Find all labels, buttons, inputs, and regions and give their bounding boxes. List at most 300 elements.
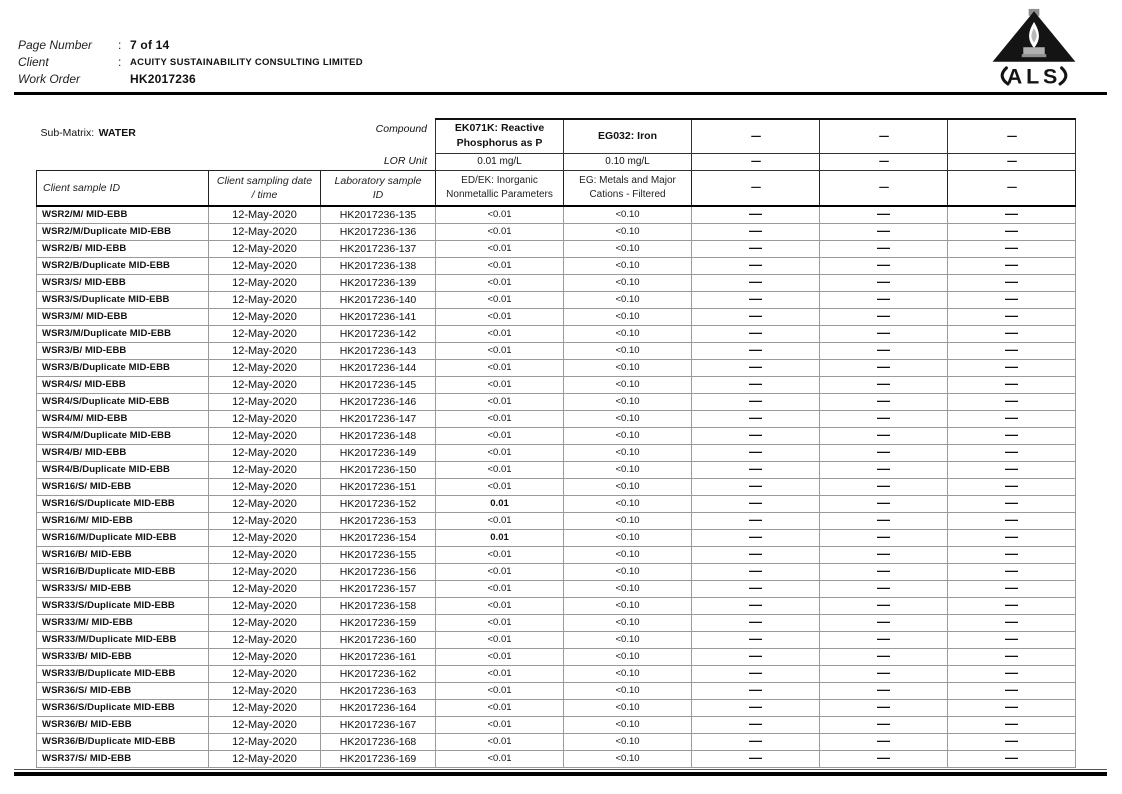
no-result-dash: — bbox=[877, 325, 891, 340]
result-value bbox=[948, 223, 1076, 240]
result-value bbox=[692, 682, 820, 699]
sampling-date: 12-May-2020 bbox=[209, 308, 321, 325]
no-result-dash: — bbox=[1005, 274, 1019, 289]
result-value bbox=[948, 495, 1076, 512]
compound-name-line: Phosphorus as P bbox=[456, 137, 543, 150]
no-result-dash: — bbox=[749, 699, 763, 714]
result-value: <0.10 bbox=[564, 257, 692, 274]
sampling-date: 12-May-2020 bbox=[209, 563, 321, 580]
compound-name-cell bbox=[820, 119, 948, 153]
lab-sample-id: HK2017236-163 bbox=[321, 682, 436, 699]
result-value bbox=[692, 308, 820, 325]
no-result-dash: — bbox=[1005, 376, 1019, 391]
no-result-dash: — bbox=[877, 257, 891, 272]
col-header-client-sample-id bbox=[37, 170, 209, 206]
no-result-dash: — bbox=[877, 308, 891, 323]
no-result-dash: — bbox=[749, 512, 763, 527]
client-sample-id: WSR16/M/ MID-EBB bbox=[37, 512, 209, 529]
no-result-dash: — bbox=[877, 376, 891, 391]
lab-sample-id: HK2017236-136 bbox=[321, 223, 436, 240]
lab-sample-id: HK2017236-150 bbox=[321, 461, 436, 478]
sample-row bbox=[37, 257, 1076, 274]
results-table bbox=[36, 118, 1076, 768]
lab-sample-id: HK2017236-155 bbox=[321, 546, 436, 563]
result-value bbox=[692, 512, 820, 529]
result-value: <0.10 bbox=[564, 631, 692, 648]
no-result-dash: — bbox=[749, 223, 763, 238]
result-value: <0.01 bbox=[436, 580, 564, 597]
no-result-dash: — bbox=[877, 682, 891, 697]
no-result-dash: — bbox=[1005, 342, 1019, 357]
client-sample-id: WSR2/B/ MID-EBB bbox=[37, 240, 209, 257]
method-group-line: ---- bbox=[878, 181, 889, 193]
result-value bbox=[820, 546, 948, 563]
lab-sample-id: HK2017236-153 bbox=[321, 512, 436, 529]
result-value bbox=[692, 716, 820, 733]
sample-row bbox=[37, 444, 1076, 461]
compound-name-cell bbox=[948, 119, 1076, 153]
sample-row bbox=[37, 308, 1076, 325]
no-result-dash: — bbox=[749, 427, 763, 442]
sample-row bbox=[37, 614, 1076, 631]
result-value bbox=[692, 359, 820, 376]
client-sample-id: WSR33/B/Duplicate MID-EBB bbox=[37, 665, 209, 682]
no-result-dash: — bbox=[749, 580, 763, 595]
no-result-dash: — bbox=[749, 750, 763, 765]
result-value bbox=[820, 274, 948, 291]
result-value bbox=[948, 614, 1076, 631]
no-result-dash: — bbox=[749, 410, 763, 425]
lab-sample-id: HK2017236-140 bbox=[321, 291, 436, 308]
sample-row bbox=[37, 699, 1076, 716]
lab-sample-id: HK2017236-139 bbox=[321, 274, 436, 291]
result-value bbox=[948, 648, 1076, 665]
client-sample-id: WSR3/B/ MID-EBB bbox=[37, 342, 209, 359]
result-value bbox=[820, 376, 948, 393]
client-sample-id: WSR36/S/Duplicate MID-EBB bbox=[37, 699, 209, 716]
result-value bbox=[820, 240, 948, 257]
lab-sample-id: HK2017236-152 bbox=[321, 495, 436, 512]
result-value bbox=[948, 461, 1076, 478]
lab-sample-id: HK2017236-159 bbox=[321, 614, 436, 631]
result-value bbox=[692, 427, 820, 444]
result-value bbox=[948, 308, 1076, 325]
result-value bbox=[948, 444, 1076, 461]
no-result-dash: — bbox=[749, 206, 763, 221]
result-value bbox=[948, 512, 1076, 529]
work-order-row bbox=[18, 72, 363, 86]
no-result-dash: — bbox=[877, 478, 891, 493]
client-sample-id: WSR33/M/ MID-EBB bbox=[37, 614, 209, 631]
result-value: <0.10 bbox=[564, 648, 692, 665]
no-result-dash: — bbox=[1005, 410, 1019, 425]
lor-value: ---- bbox=[750, 156, 761, 167]
lor-value-cell bbox=[820, 153, 948, 170]
client-sample-id: WSR3/S/ MID-EBB bbox=[37, 274, 209, 291]
work-order-label: Work Order bbox=[18, 72, 81, 86]
no-result-dash: — bbox=[749, 444, 763, 459]
client-sample-id: WSR16/B/Duplicate MID-EBB bbox=[37, 563, 209, 580]
no-result-dash: — bbox=[877, 529, 891, 544]
sample-row bbox=[37, 529, 1076, 546]
result-value: <0.10 bbox=[564, 427, 692, 444]
lab-sample-id: HK2017236-169 bbox=[321, 750, 436, 767]
result-value bbox=[692, 580, 820, 597]
client-sample-id: WSR4/B/Duplicate MID-EBB bbox=[37, 461, 209, 478]
result-value: <0.10 bbox=[564, 342, 692, 359]
no-result-dash: — bbox=[749, 631, 763, 646]
result-value: <0.01 bbox=[436, 750, 564, 767]
result-value bbox=[820, 733, 948, 750]
compound-row-label: Compound bbox=[375, 123, 428, 135]
method-group-line: ---- bbox=[1006, 181, 1017, 193]
lor-unit-row bbox=[37, 153, 1076, 170]
compound-name-line: EG032: Iron bbox=[598, 129, 657, 142]
sampling-date: 12-May-2020 bbox=[209, 376, 321, 393]
no-result-dash: — bbox=[877, 546, 891, 561]
compound-name-cell bbox=[692, 119, 820, 153]
col-header-text: Client sample ID bbox=[43, 181, 121, 194]
results-body bbox=[37, 206, 1076, 767]
client-sample-id: WSR33/S/Duplicate MID-EBB bbox=[37, 597, 209, 614]
client-sample-id: WSR16/S/ MID-EBB bbox=[37, 478, 209, 495]
result-value: <0.10 bbox=[564, 665, 692, 682]
compound-name-line: ---- bbox=[750, 130, 761, 142]
page-number-label: Page Number bbox=[18, 38, 93, 52]
client-sample-id: WSR3/B/Duplicate MID-EBB bbox=[37, 359, 209, 376]
sampling-date: 12-May-2020 bbox=[209, 546, 321, 563]
sampling-date: 12-May-2020 bbox=[209, 325, 321, 342]
sampling-date: 12-May-2020 bbox=[209, 478, 321, 495]
sampling-date: 12-May-2020 bbox=[209, 495, 321, 512]
sample-row bbox=[37, 546, 1076, 563]
no-result-dash: — bbox=[749, 393, 763, 408]
no-result-dash: — bbox=[877, 342, 891, 357]
result-value bbox=[948, 563, 1076, 580]
no-result-dash: — bbox=[749, 682, 763, 697]
result-value: <0.01 bbox=[436, 682, 564, 699]
col-header-text: Client sampling date bbox=[216, 174, 313, 187]
result-value: <0.01 bbox=[436, 393, 564, 410]
sampling-date: 12-May-2020 bbox=[209, 699, 321, 716]
result-value: <0.01 bbox=[436, 444, 564, 461]
client-sample-id: WSR36/B/Duplicate MID-EBB bbox=[37, 733, 209, 750]
no-result-dash: — bbox=[749, 257, 763, 272]
no-result-dash: — bbox=[877, 614, 891, 629]
no-result-dash: — bbox=[1005, 733, 1019, 748]
client-label: Client bbox=[18, 55, 49, 69]
result-value: <0.01 bbox=[436, 308, 564, 325]
sampling-date: 12-May-2020 bbox=[209, 461, 321, 478]
client-sample-id: WSR3/S/Duplicate MID-EBB bbox=[37, 291, 209, 308]
no-result-dash: — bbox=[749, 325, 763, 340]
result-value: <0.10 bbox=[564, 393, 692, 410]
no-result-dash: — bbox=[1005, 614, 1019, 629]
no-result-dash: — bbox=[749, 665, 763, 680]
lor-value: ---- bbox=[878, 156, 889, 167]
no-result-dash: — bbox=[1005, 223, 1019, 238]
result-value bbox=[820, 631, 948, 648]
col-header-text: ID bbox=[372, 188, 384, 201]
sub-matrix-value: WATER bbox=[98, 127, 136, 139]
lab-sample-id: HK2017236-164 bbox=[321, 699, 436, 716]
sample-row bbox=[37, 240, 1076, 257]
no-result-dash: — bbox=[877, 580, 891, 595]
no-result-dash: — bbox=[1005, 529, 1019, 544]
no-result-dash: — bbox=[749, 342, 763, 357]
sampling-date: 12-May-2020 bbox=[209, 716, 321, 733]
result-value bbox=[692, 478, 820, 495]
result-value bbox=[820, 597, 948, 614]
result-value: <0.10 bbox=[564, 206, 692, 223]
lab-sample-id: HK2017236-161 bbox=[321, 648, 436, 665]
result-value: <0.10 bbox=[564, 410, 692, 427]
result-value: <0.10 bbox=[564, 444, 692, 461]
result-value bbox=[820, 427, 948, 444]
result-value: <0.10 bbox=[564, 495, 692, 512]
footer-divider-thick bbox=[14, 772, 1107, 776]
sampling-date: 12-May-2020 bbox=[209, 427, 321, 444]
sampling-date: 12-May-2020 bbox=[209, 512, 321, 529]
result-value: <0.10 bbox=[564, 750, 692, 767]
col-header-text: / time bbox=[251, 188, 278, 201]
lab-sample-id: HK2017236-146 bbox=[321, 393, 436, 410]
result-value: <0.10 bbox=[564, 682, 692, 699]
result-value bbox=[820, 325, 948, 342]
compound-name-cell bbox=[436, 119, 564, 153]
no-result-dash: — bbox=[877, 563, 891, 578]
result-value bbox=[820, 257, 948, 274]
client-row bbox=[18, 55, 363, 69]
sample-row bbox=[37, 648, 1076, 665]
sampling-date: 12-May-2020 bbox=[209, 750, 321, 767]
no-result-dash: — bbox=[1005, 393, 1019, 408]
lab-sample-id: HK2017236-147 bbox=[321, 410, 436, 427]
sample-row bbox=[37, 750, 1076, 767]
sample-row bbox=[37, 393, 1076, 410]
result-value: <0.10 bbox=[564, 716, 692, 733]
lor-value-cell bbox=[564, 153, 692, 170]
colon: : bbox=[118, 55, 122, 69]
sample-row bbox=[37, 427, 1076, 444]
result-value bbox=[692, 631, 820, 648]
no-result-dash: — bbox=[749, 648, 763, 663]
result-value: <0.10 bbox=[564, 359, 692, 376]
sampling-date: 12-May-2020 bbox=[209, 733, 321, 750]
client-sample-id: WSR3/M/ MID-EBB bbox=[37, 308, 209, 325]
client-sample-id: WSR33/M/Duplicate MID-EBB bbox=[37, 631, 209, 648]
no-result-dash: — bbox=[877, 291, 891, 306]
no-result-dash: — bbox=[877, 461, 891, 476]
result-value bbox=[820, 529, 948, 546]
result-value bbox=[948, 597, 1076, 614]
no-result-dash: — bbox=[749, 376, 763, 391]
result-value: <0.01 bbox=[436, 325, 564, 342]
sample-row bbox=[37, 665, 1076, 682]
col-header-text: Laboratory sample bbox=[334, 174, 422, 187]
compound-name-line: ---- bbox=[878, 130, 889, 142]
no-result-dash: — bbox=[749, 546, 763, 561]
lab-sample-id: HK2017236-145 bbox=[321, 376, 436, 393]
result-value: <0.10 bbox=[564, 512, 692, 529]
sampling-date: 12-May-2020 bbox=[209, 444, 321, 461]
lab-sample-id: HK2017236-168 bbox=[321, 733, 436, 750]
result-value bbox=[948, 631, 1076, 648]
result-value: <0.01 bbox=[436, 478, 564, 495]
no-result-dash: — bbox=[749, 240, 763, 255]
client-sample-id: WSR16/M/Duplicate MID-EBB bbox=[37, 529, 209, 546]
result-value bbox=[820, 614, 948, 631]
result-value: <0.01 bbox=[436, 614, 564, 631]
sampling-date: 12-May-2020 bbox=[209, 257, 321, 274]
result-value bbox=[948, 274, 1076, 291]
lab-sample-id: HK2017236-167 bbox=[321, 716, 436, 733]
no-result-dash: — bbox=[1005, 665, 1019, 680]
sample-row bbox=[37, 359, 1076, 376]
result-value: <0.01 bbox=[436, 512, 564, 529]
no-result-dash: — bbox=[749, 597, 763, 612]
result-value bbox=[692, 546, 820, 563]
sampling-date: 12-May-2020 bbox=[209, 359, 321, 376]
no-result-dash: — bbox=[1005, 291, 1019, 306]
client-sample-id: WSR2/M/ MID-EBB bbox=[37, 206, 209, 223]
lor-value-cell bbox=[692, 153, 820, 170]
result-value: <0.01 bbox=[436, 716, 564, 733]
no-result-dash: — bbox=[1005, 597, 1019, 612]
sampling-date: 12-May-2020 bbox=[209, 580, 321, 597]
client-sample-id: WSR16/S/Duplicate MID-EBB bbox=[37, 495, 209, 512]
lor-value-cell bbox=[948, 153, 1076, 170]
client-sample-id: WSR33/B/ MID-EBB bbox=[37, 648, 209, 665]
method-group-line: EG: Metals and Major bbox=[579, 174, 676, 186]
column-header-row bbox=[37, 170, 1076, 206]
lab-sample-id: HK2017236-148 bbox=[321, 427, 436, 444]
sample-row bbox=[37, 512, 1076, 529]
sub-matrix-label: Sub-Matrix: bbox=[40, 127, 95, 139]
lor-value: 0.01 mg/L bbox=[477, 156, 522, 167]
result-value bbox=[948, 376, 1076, 393]
lab-sample-id: HK2017236-137 bbox=[321, 240, 436, 257]
client-sample-id: WSR36/S/ MID-EBB bbox=[37, 682, 209, 699]
sample-row bbox=[37, 495, 1076, 512]
lab-sample-id: HK2017236-151 bbox=[321, 478, 436, 495]
no-result-dash: — bbox=[749, 733, 763, 748]
result-value bbox=[692, 529, 820, 546]
no-result-dash: — bbox=[877, 665, 891, 680]
result-value bbox=[948, 546, 1076, 563]
sample-row bbox=[37, 274, 1076, 291]
result-value bbox=[692, 495, 820, 512]
no-result-dash: — bbox=[1005, 563, 1019, 578]
no-result-dash: — bbox=[749, 716, 763, 731]
no-result-dash: — bbox=[877, 699, 891, 714]
result-value bbox=[948, 410, 1076, 427]
no-result-dash: — bbox=[1005, 580, 1019, 595]
lab-sample-id: HK2017236-158 bbox=[321, 597, 436, 614]
no-result-dash: — bbox=[1005, 240, 1019, 255]
result-value bbox=[820, 410, 948, 427]
result-value bbox=[692, 274, 820, 291]
lab-sample-id: HK2017236-141 bbox=[321, 308, 436, 325]
client-sample-id: WSR4/S/Duplicate MID-EBB bbox=[37, 393, 209, 410]
result-value: <0.10 bbox=[564, 580, 692, 597]
no-result-dash: — bbox=[749, 529, 763, 544]
no-result-dash: — bbox=[1005, 512, 1019, 527]
sampling-date: 12-May-2020 bbox=[209, 597, 321, 614]
result-value: <0.10 bbox=[564, 291, 692, 308]
no-result-dash: — bbox=[877, 223, 891, 238]
lab-sample-id: HK2017236-138 bbox=[321, 257, 436, 274]
result-value bbox=[948, 750, 1076, 767]
sampling-date: 12-May-2020 bbox=[209, 529, 321, 546]
no-result-dash: — bbox=[749, 274, 763, 289]
result-value: <0.01 bbox=[436, 274, 564, 291]
sample-row bbox=[37, 716, 1076, 733]
result-value bbox=[820, 495, 948, 512]
no-result-dash: — bbox=[1005, 308, 1019, 323]
no-result-dash: — bbox=[1005, 359, 1019, 374]
report-header bbox=[18, 38, 363, 89]
lor-unit-label-cell bbox=[37, 153, 436, 170]
no-result-dash: — bbox=[749, 478, 763, 493]
result-value bbox=[692, 563, 820, 580]
no-result-dash: — bbox=[877, 274, 891, 289]
result-value bbox=[820, 563, 948, 580]
result-value: <0.10 bbox=[564, 563, 692, 580]
sampling-date: 12-May-2020 bbox=[209, 665, 321, 682]
client-sample-id: WSR2/M/Duplicate MID-EBB bbox=[37, 223, 209, 240]
result-value: <0.01 bbox=[436, 257, 564, 274]
result-value bbox=[820, 342, 948, 359]
sample-row bbox=[37, 478, 1076, 495]
no-result-dash: — bbox=[877, 750, 891, 765]
sampling-date: 12-May-2020 bbox=[209, 648, 321, 665]
result-value: <0.10 bbox=[564, 308, 692, 325]
result-value bbox=[948, 699, 1076, 716]
sampling-date: 12-May-2020 bbox=[209, 614, 321, 631]
result-value bbox=[948, 240, 1076, 257]
client-sample-id: WSR2/B/Duplicate MID-EBB bbox=[37, 257, 209, 274]
sample-row bbox=[37, 682, 1076, 699]
compound-header-row bbox=[37, 119, 1076, 153]
result-value bbox=[692, 240, 820, 257]
client-value: ACUITY SUSTAINABILITY CONSULTING LIMITED bbox=[130, 57, 363, 68]
method-group-cell bbox=[436, 170, 564, 206]
result-value: <0.10 bbox=[564, 478, 692, 495]
result-value bbox=[820, 359, 948, 376]
result-value: <0.10 bbox=[564, 546, 692, 563]
method-group-line: ED/EK: Inorganic bbox=[461, 174, 538, 186]
sample-row bbox=[37, 563, 1076, 580]
sample-row bbox=[37, 733, 1076, 750]
method-group-cell bbox=[564, 170, 692, 206]
lab-sample-id: HK2017236-156 bbox=[321, 563, 436, 580]
result-value: <0.10 bbox=[564, 376, 692, 393]
compound-name-line: ---- bbox=[1006, 130, 1017, 142]
result-value bbox=[692, 733, 820, 750]
result-value: <0.01 bbox=[436, 665, 564, 682]
result-value bbox=[692, 648, 820, 665]
sample-row bbox=[37, 291, 1076, 308]
result-value bbox=[948, 580, 1076, 597]
als-logo-icon bbox=[988, 6, 1080, 90]
result-value bbox=[820, 461, 948, 478]
lor-value: ---- bbox=[1006, 156, 1017, 167]
no-result-dash: — bbox=[1005, 325, 1019, 340]
no-result-dash: — bbox=[1005, 750, 1019, 765]
result-value bbox=[948, 529, 1076, 546]
sampling-date: 12-May-2020 bbox=[209, 393, 321, 410]
